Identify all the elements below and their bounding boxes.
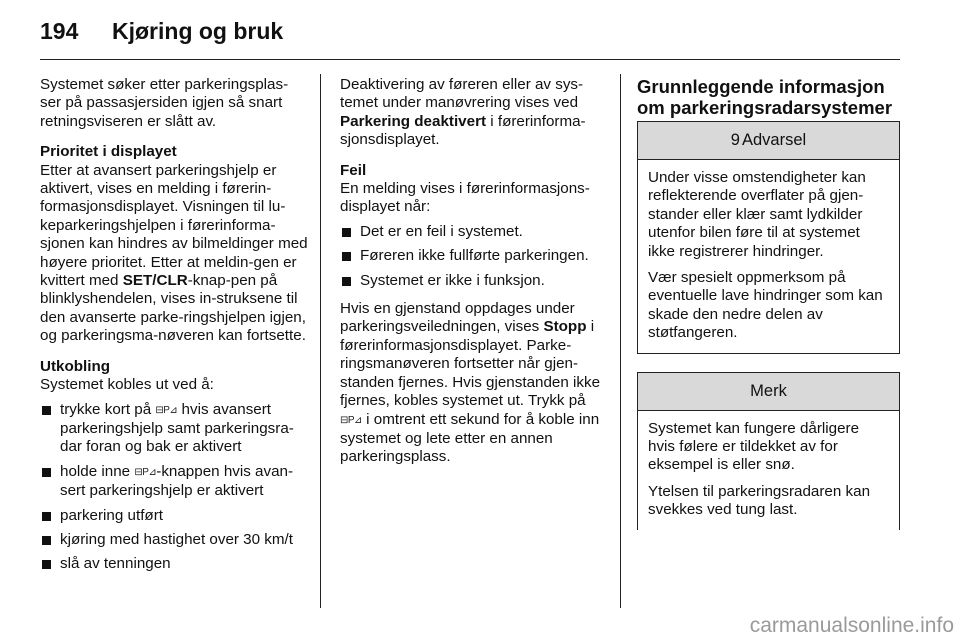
- note-header: [638, 373, 899, 411]
- bullet-icon: [42, 512, 51, 521]
- bullet-icon: [342, 252, 351, 261]
- bullet-icon: [42, 560, 51, 569]
- fault-intro: En melding vises i førerinformasjons-displayet når:: [340, 180, 590, 216]
- page-number: 194: [40, 18, 79, 44]
- parking-assist-icon: ⊟P⊿: [155, 404, 178, 416]
- warning-box: [637, 121, 900, 354]
- priority-paragraph: Etter at avansert parkeringshjelp er aktivert, vises en melding i førerin-formasjonsdisplayet. Visningen til lu-keparkeringshjelpen i førerinforma-sjonen kan hindres av bilmeldinger med høyere prioritet. Etter at meldin-gen er kvittert med SET/CLR-knap-pen på blinklyshendelen, vises in-struksene til den avanserte parke-ringshjelpen igjen, og parkeringsma-nøveren kan fortsette.: [40, 161, 308, 345]
- intro-paragraph: Systemet søker etter parkeringsplas-ser på passasjersiden igjen så snart retningsviseren er slått av.: [40, 76, 289, 130]
- column-divider-2: [620, 74, 621, 608]
- header-divider: [40, 59, 900, 60]
- deactivation-display-paragraph: Deaktivering av føreren eller av sys-temet under manøvrering vises ved Parkering deaktivert i førerinforma-sjonsdisplayet.: [340, 76, 586, 149]
- list-item: Føreren ikke fullførte parkeringen.: [340, 247, 608, 265]
- section-heading: Grunnleggende informasjon om parkeringsradarsystemer: [637, 76, 893, 118]
- list-item: slå av tenningen: [40, 555, 308, 573]
- page-title: Kjøring og bruk: [112, 18, 284, 44]
- list-item: Det er en feil i systemet.: [340, 223, 608, 241]
- note-body: [638, 411, 899, 530]
- note-paragraph: Systemet kan fungere dårligere hvis følere er tildekket av for eksempel is eller snø.: [648, 419, 860, 474]
- bullet-icon: [42, 406, 51, 415]
- parking-assist-icon: ⊟P⊿: [134, 466, 157, 478]
- deactivation-heading: Utkobling: [40, 357, 111, 375]
- column-1: [40, 76, 308, 584]
- priority-heading: Prioritet i displayet: [40, 143, 177, 161]
- warning-paragraph: Under visse omstendigheter kan reflekterende overflater på gjen-stander eller klær samt lydkilder utenfor bilen føre til at systemet ikke registrerer hindringer.: [648, 169, 866, 260]
- warning-icon: 9: [730, 131, 740, 150]
- note-box: [637, 372, 900, 530]
- bullet-icon: [342, 277, 351, 286]
- list-item: kjøring med hastighet over 30 km/t: [40, 531, 308, 549]
- deactivation-intro: Systemet kobles ut ved å:: [40, 376, 214, 394]
- warning-title: Advarsel: [741, 131, 807, 150]
- set-clr-label: SET/CLR: [122, 272, 188, 290]
- bullet-icon: [42, 536, 51, 545]
- bullet-icon: [342, 228, 351, 237]
- list-item: trykke kort på ⊟P⊿ hvis avansert parkeringshjelp samt parkeringsra-dar foran og bak er aktivert: [40, 401, 308, 457]
- warning-paragraph: Vær spesielt oppmerksom på eventuelle lave hindringer som kan skade den nedre delen av støtfangeren.: [648, 269, 883, 342]
- list-item: Systemet er ikke i funksjon.: [340, 272, 608, 290]
- bullet-icon: [42, 468, 51, 477]
- note-title: Merk: [750, 381, 787, 400]
- deactivation-list: [40, 401, 308, 574]
- list-item: holde inne ⊟P⊿-knappen hvis avan-sert parkeringshjelp er aktivert: [40, 463, 308, 501]
- watermark-text: carmanualsonline.info: [749, 614, 954, 637]
- parking-deactivated-label: Parkering deaktivert: [340, 112, 487, 130]
- stop-label: Stopp: [543, 318, 587, 336]
- fault-heading: Feil: [340, 161, 367, 179]
- note-paragraph: Ytelsen til parkeringsradaren kan svekkes ved tung last.: [648, 482, 871, 519]
- column-2: [340, 76, 608, 479]
- obstacle-paragraph: Hvis en gjenstand oppdages under parkeringsveiledningen, vises Stopp i førerinformasjonsdisplayet. Parke-ringsmanøveren fortsetter når gjen-standen fjernes. Hvis gjenstanden ikke fjernes, kobles systemet ut. Trykk på ⊟P⊿ i omtrent ett sekund for å koble inn systemet og lete etter en annen parkeringsplass.: [340, 300, 601, 466]
- column-divider-1: [320, 74, 321, 608]
- parking-assist-icon: ⊟P⊿: [340, 414, 362, 426]
- warning-body: [638, 160, 899, 353]
- warning-header: [638, 122, 899, 160]
- fault-list: [340, 223, 608, 290]
- column-3: [637, 76, 900, 548]
- list-item: parkering utført: [40, 507, 308, 525]
